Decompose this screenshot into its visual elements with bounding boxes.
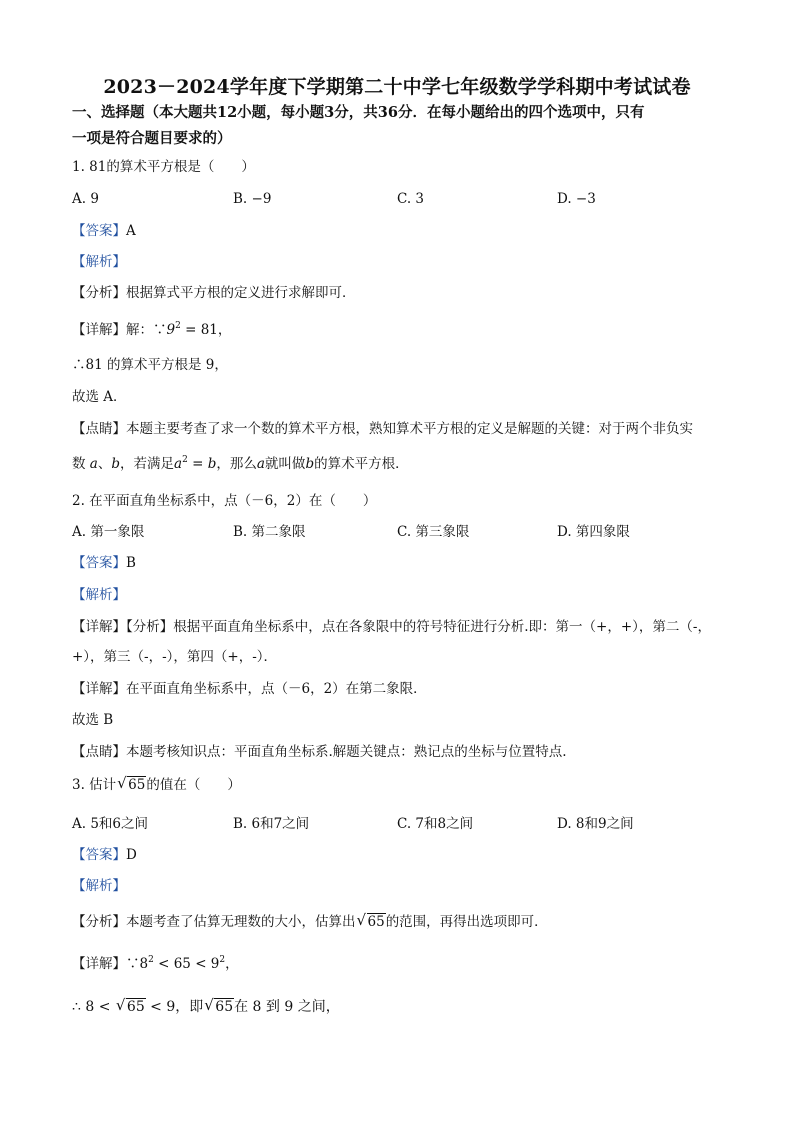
q1-option-a: A. 9 [72, 191, 99, 207]
q1-comment-line1: 【点睛】本题主要考查了求一个数的算术平方根，熟知算术平方根的定义是解题的关键：对于两个非负实 [72, 421, 693, 437]
q1-option-c: C. 3 [397, 191, 425, 207]
q2-option-d: D. 第四象限 [557, 524, 630, 540]
q1-comment-line2: 数 a、b，若满足$a^2 = b$，那么a就叫做b的算术平方根． [72, 455, 409, 472]
answer-tag: 【答案】 [72, 223, 126, 239]
analysis-tag: 【分析】 [72, 914, 126, 930]
sqrt-symbol: √ 65 [117, 776, 146, 794]
comment-tag: 【点睛】 [72, 421, 126, 437]
q1-choose: 故选 A． [72, 389, 127, 405]
sqrt-symbol: √ 65 [357, 913, 386, 931]
sqrt-symbol: √ 65 [204, 998, 234, 1016]
q3-analysis-header [72, 877, 126, 895]
analysis-tag: 【分析】 [72, 285, 126, 301]
q1-analysis-header [72, 253, 126, 271]
q3-detail-line: 【详解】$\because 8^2 < 65 < 9^2$， [72, 955, 239, 972]
q2-choose: 故选 B [72, 712, 114, 728]
q3-option-b: B. 6和7之间 [233, 816, 310, 832]
q2-option-c: C. 第三象限 [397, 524, 470, 540]
q3-stem: 3. 估计√ 65的值在（ ） [72, 776, 241, 794]
q2-analysis-line1: 【详解】【分析】根据平面直角坐标系中，点在各象限中的符号特征进行分析.即：第一（+，+），第二（-， [72, 619, 711, 635]
detail-tag: 【详解】 [72, 619, 126, 635]
q2-analysis-line2: +），第三（-，-），第四（+，-）． [72, 649, 278, 665]
q3-option-a: A. 5和6之间 [72, 816, 149, 832]
detail-tag: 【详解】 [72, 681, 126, 697]
q2-comment-line: 【点睛】本题考核知识点：平面直角坐标系.解题关键点：熟记点的坐标与位置特点. [72, 744, 567, 760]
sqrt-symbol: √ 65 [116, 998, 146, 1016]
q1-answer-line [72, 222, 136, 240]
analysis-header-tag: 【解析】 [72, 587, 126, 603]
q3-answer: D [126, 847, 137, 863]
page-title: 2023－2024学年度下学期第二十中学七年级数学学科期中考试试卷 [103, 76, 691, 98]
analysis-header-tag: 【解析】 [72, 878, 126, 894]
section-heading-line1: 一、选择题（本大题共12小题，每小题3分，共36分．在每小题给出的四个选项中，只有 [72, 104, 645, 121]
answer-tag: 【答案】 [72, 555, 126, 571]
q3-conclusion-line: ∴ 8 < √ 65 < 9，即√ 65在 8 到 9 之间， [72, 998, 340, 1016]
q2-answer-line [72, 554, 136, 572]
detail-tag: 【详解】 [72, 956, 126, 972]
analysis-tag: 【分析】 [126, 619, 174, 635]
q2-option-b: B. 第二象限 [233, 524, 306, 540]
q3-option-d: D. 8和9之间 [557, 816, 634, 832]
q2-analysis-header [72, 586, 126, 604]
q2-option-a: A. 第一象限 [72, 524, 145, 540]
answer-tag: 【答案】 [72, 847, 126, 863]
analysis-header-tag: 【解析】 [72, 254, 126, 270]
detail-tag: 【详解】 [72, 322, 126, 338]
q3-option-c: C. 7和8之间 [397, 816, 474, 832]
comment-tag: 【点睛】 [72, 744, 126, 760]
q1-analysis: 根据算式平方根的定义进行求解即可． [126, 285, 356, 301]
q2-answer: B [126, 555, 136, 571]
q1-detail-line: 【详解】解：$\because 9^2 = 81$， [72, 321, 232, 338]
q1-option-b: B. −9 [233, 191, 272, 207]
q1-conclusion: ∴81 的算术平方根是 9， [72, 357, 228, 373]
q1-answer: A [126, 223, 136, 239]
q3-analysis-line: 【分析】本题考查了估算无理数的大小，估算出√ 65的范围，再得出选项即可． [72, 913, 548, 931]
q2-stem: 2. 在平面直角坐标系中，点（－6，2）在（ ） [72, 493, 377, 509]
section-heading-line2: 一项是符合题目要求的） [72, 130, 232, 147]
q2-detail-line: 【详解】在平面直角坐标系中，点（－6，2）在第二象限． [72, 681, 427, 697]
q1-analysis-line [72, 284, 356, 302]
q3-answer-line [72, 846, 137, 864]
q1-stem: 1. 81的算术平方根是（ ） [72, 159, 255, 175]
q1-option-d: D. −3 [557, 191, 596, 207]
